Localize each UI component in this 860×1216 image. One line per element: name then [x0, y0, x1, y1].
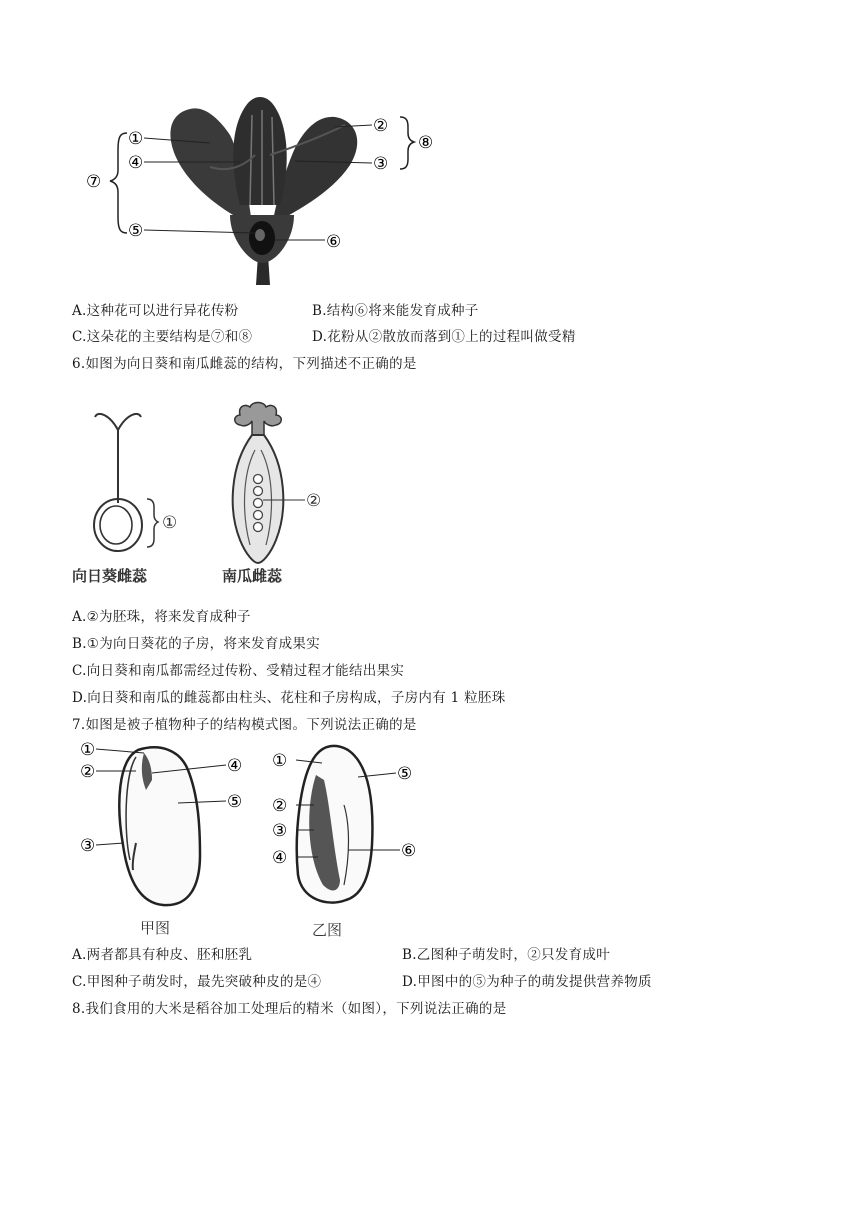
sunflower-caption: 向日葵雌蕊 [72, 567, 148, 585]
seed-diagram [78, 735, 458, 943]
flower-label-2: ② [373, 116, 389, 136]
q8-stem: 8.我们食用的大米是稻谷加工处理后的精米（如图），下列说法正确的是 [72, 1001, 507, 1017]
brace-7 [110, 133, 127, 233]
q7-stem: 7.如图是被子植物种子的结构模式图。下列说法正确的是 [72, 717, 417, 733]
corn-seed [272, 746, 416, 939]
jia-label-3: ③ [80, 836, 96, 856]
q7-option-d: D.甲图中的⑤为种子的萌发提供营养物质 [402, 974, 652, 990]
flower-diagram [80, 95, 460, 290]
q6-option-a: A.②为胚珠，将来发育成种子 [72, 609, 251, 625]
yi-label-2: ② [272, 796, 288, 816]
q6-option-b: B.①为向日葵花的子房，将来发育成果实 [72, 636, 321, 652]
flower-label-3: ③ [373, 154, 389, 174]
flower-label-6: ⑥ [326, 232, 342, 252]
flower-label-1: ① [128, 129, 144, 149]
pistil-diagram [70, 395, 340, 590]
pistil-label-2: ② [306, 491, 322, 511]
q7-option-c: C.甲图种子萌发时，最先突破种皮的是④ [72, 974, 322, 990]
brace-8 [400, 117, 414, 169]
q5-option-a: A.这种花可以进行异花传粉 [72, 303, 239, 319]
flower-label-4: ④ [128, 153, 144, 173]
q5-option-b: B.结构⑥将来能发育成种子 [312, 303, 479, 319]
flower-label-5: ⑤ [128, 221, 144, 241]
jia-caption: 甲图 [140, 919, 171, 937]
q6-stem: 6.如图为向日葵和南瓜雌蕊的结构，下列描述不正确的是 [72, 356, 417, 372]
q5-option-c: C.这朵花的主要结构是⑦和⑧ [72, 329, 253, 345]
sunflower-pistil [72, 414, 177, 585]
q7-option-b: B.乙图种子萌发时，②只发育成叶 [402, 947, 611, 963]
yi-label-1: ① [272, 751, 288, 771]
flower-label-8: ⑧ [418, 133, 434, 153]
jia-label-4: ④ [227, 756, 243, 776]
q7-option-a: A.两者都具有种皮、胚和胚乳 [72, 947, 253, 963]
q6-option-c: C.向日葵和南瓜都需经过传粉、受精过程才能结出果实 [72, 663, 405, 679]
bean-seed [80, 740, 242, 937]
yi-caption: 乙图 [312, 921, 343, 939]
flower-label-7: ⑦ [86, 172, 102, 192]
pistil-label-1: ① [162, 513, 178, 533]
q6-option-d: D.向日葵和南瓜的雌蕊都由柱头、花柱和子房构成，子房内有 1 粒胚珠 [72, 690, 506, 706]
yi-label-4: ④ [272, 848, 288, 868]
yi-label-3: ③ [272, 821, 288, 841]
jia-label-2: ② [80, 762, 96, 782]
pumpkin-caption: 南瓜雌蕊 [222, 567, 283, 585]
q5-option-d: D.花粉从②散放而落到①上的过程叫做受精 [312, 329, 576, 345]
pumpkin-pistil [222, 403, 321, 586]
jia-label-1: ① [80, 740, 96, 760]
yi-label-6: ⑥ [401, 841, 417, 861]
yi-label-5: ⑤ [397, 764, 413, 784]
jia-label-5: ⑤ [227, 792, 243, 812]
